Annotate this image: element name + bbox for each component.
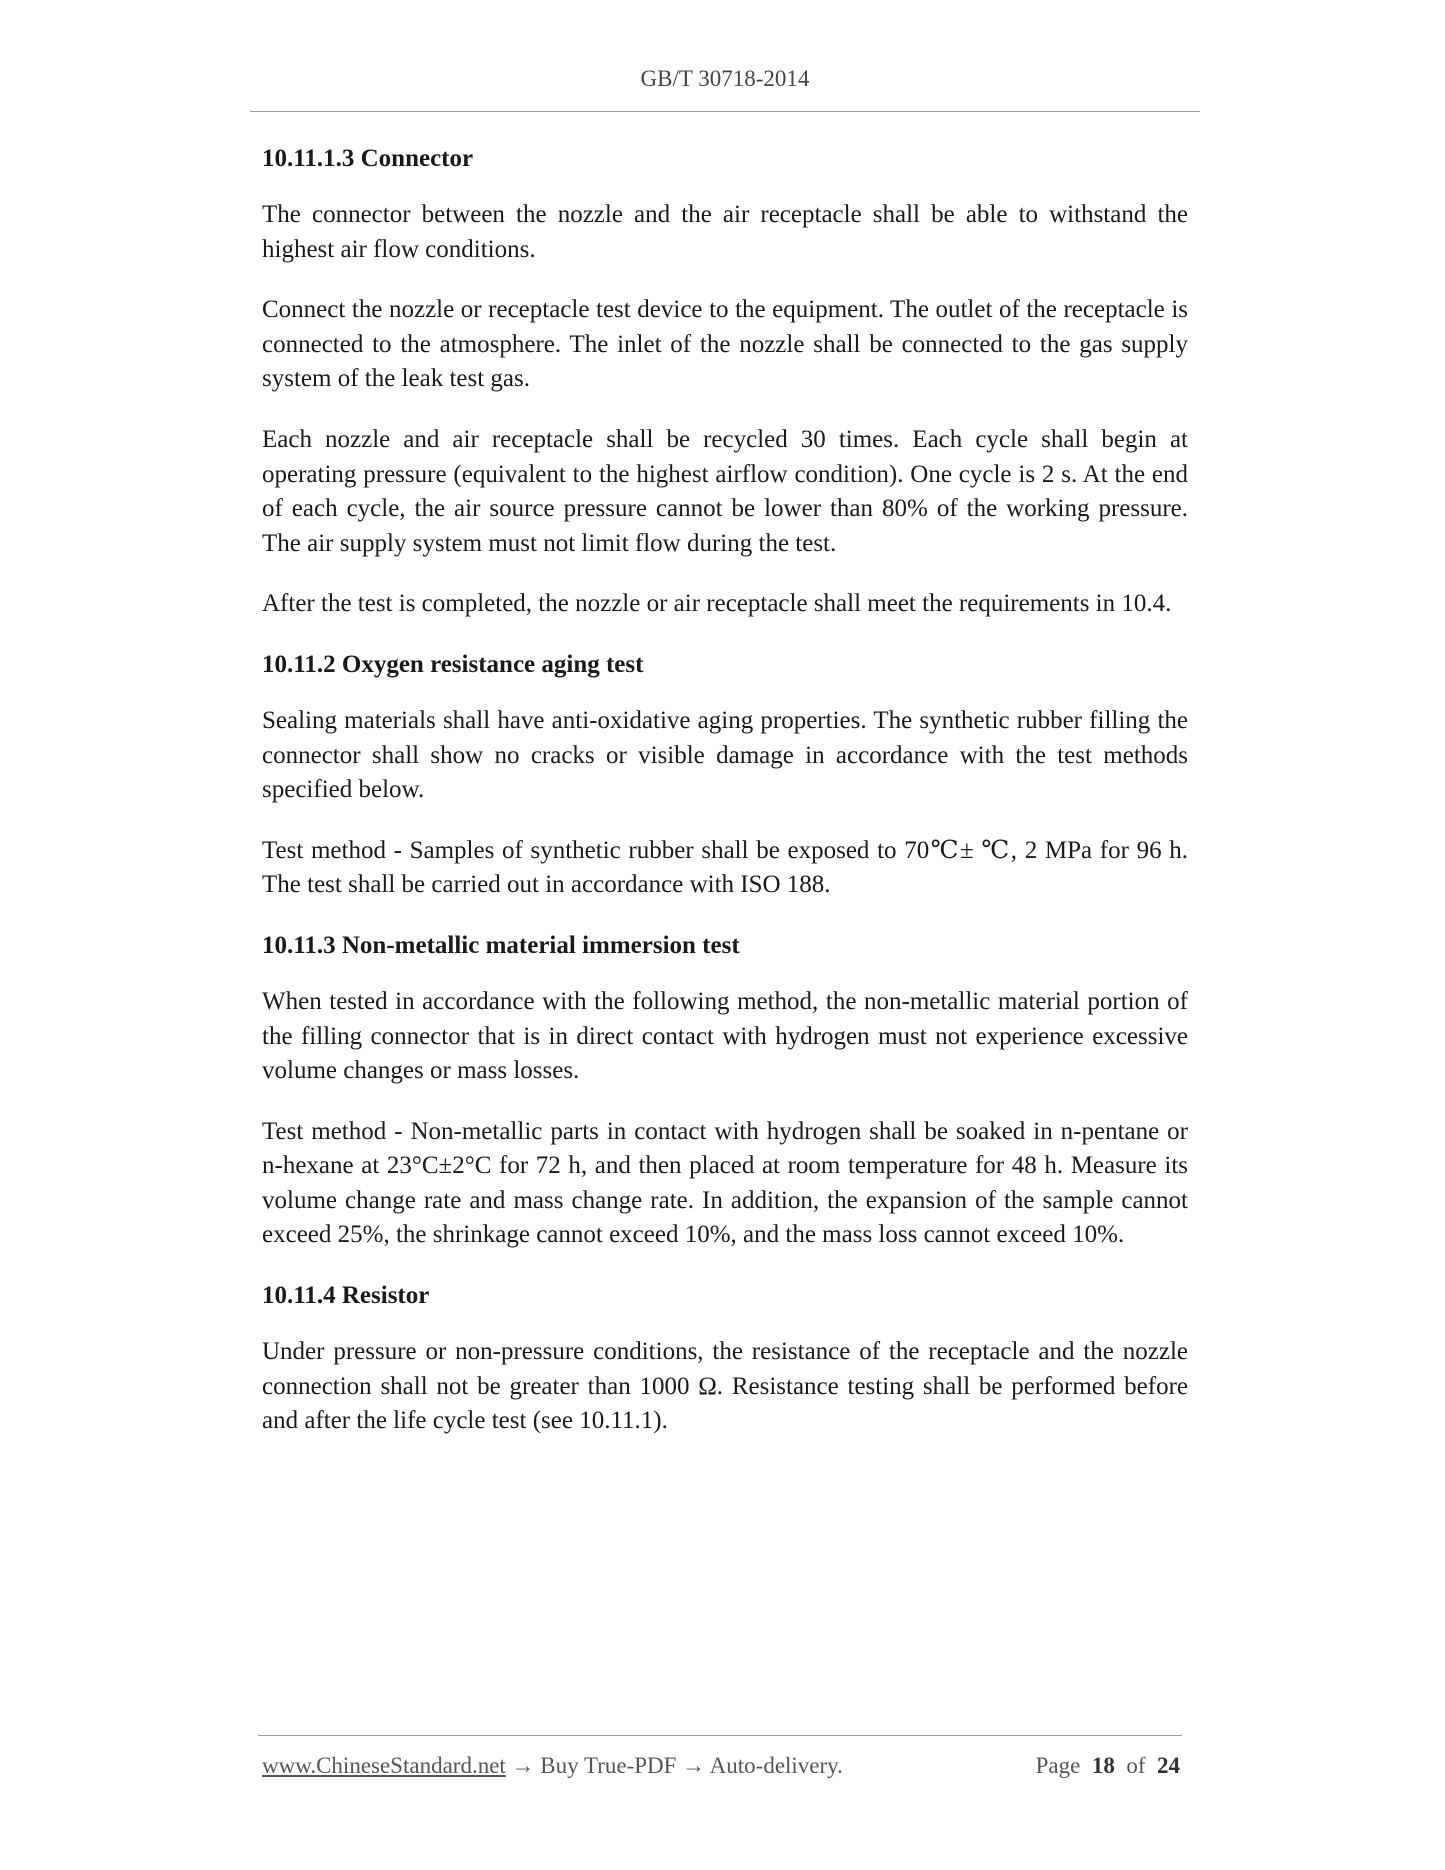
- paragraph: Under pressure or non-pressure conditions, the resistance of the receptacle and the nozzle connection shall not be greater than 1000 Ω. Resistance testing shall be performed before and after the life cycle test (see 10.11.1).: [262, 1338, 1188, 1435]
- paragraph: After the test is completed, the nozzle or air receptacle shall meet the requirements in 10.4.: [262, 590, 1172, 618]
- section-connector: [262, 142, 1188, 622]
- footer-divider: [258, 1735, 1182, 1736]
- paragraph: The connector between the nozzle and the air receptacle shall be able to withstand the highest air flow conditions.: [262, 201, 1188, 263]
- section-heading: 10.11.3 Non-metallic material immersion test: [262, 931, 740, 959]
- page-label: Page: [1035, 1753, 1081, 1778]
- paragraph: When tested in accordance with the following method, the non-metallic material portion of the filling connector that is in direct contact with hydrogen must not experience excessive volume changes or mass losses.: [262, 987, 1188, 1085]
- page-footer: [262, 1753, 1180, 1779]
- page-total: 24: [1157, 1753, 1180, 1778]
- page-number: [1036, 1753, 1180, 1779]
- paragraph: Test method - Samples of synthetic rubber shall be exposed to 70℃± ℃, 2 MPa for 96 h. The test shall be carried out in accordance with ISO 188.: [262, 836, 1188, 899]
- paragraph: Test method - Non-metallic parts in contact with hydrogen shall be soaked in n-pentane or n-hexane at 23°C±2°C for 72 h, and then placed at room temperature for 48 h. Measure its volume change rate and mass change rate. In addition, the expansion of the sample cannot exceed 25%, the shrinkage cannot exceed 10%, and the mass loss cannot exceed 10%.: [262, 1117, 1188, 1249]
- page-of: of: [1126, 1753, 1146, 1778]
- footer-promo: [262, 1753, 843, 1779]
- section-oxygen-aging-test: [262, 648, 1188, 903]
- section-heading: 10.11.4 Resistor: [262, 1282, 430, 1310]
- section-immersion-test: [262, 929, 1188, 1253]
- paragraph: Each nozzle and air receptacle shall be recycled 30 times. Each cycle shall begin at operating pressure (equivalent to the highest airflow condition). One cycle is 2 s. At the end of each cycle, the air source pressure cannot be lower than 80% of the working pressure. The air supply system must not limit flow during the test.: [262, 425, 1188, 557]
- header-divider: [250, 111, 1200, 112]
- paragraph: Connect the nozzle or receptacle test device to the equipment. The outlet of the receptacle is connected to the atmosphere. The inlet of the nozzle shall be connected to the gas supply system of the leak test gas.: [262, 296, 1188, 393]
- section-resistor: [262, 1279, 1188, 1439]
- page-current: 18: [1091, 1753, 1115, 1778]
- page-content: [262, 142, 1188, 1465]
- document-code-header: GB/T 30718-2014: [640, 66, 810, 91]
- section-heading: 10.11.1.3 Connector: [262, 145, 474, 172]
- section-heading: 10.11.2 Oxygen resistance aging test: [262, 650, 644, 678]
- paragraph: Sealing materials shall have anti-oxidative aging properties. The synthetic rubber filling the connector shall show no cracks or visible damage in accordance with the test methods specified below.: [262, 706, 1188, 804]
- site-link[interactable]: www.ChineseStandard.net: [262, 1753, 506, 1778]
- promo-text: → Buy True-PDF → Auto-delivery.: [505, 1753, 843, 1778]
